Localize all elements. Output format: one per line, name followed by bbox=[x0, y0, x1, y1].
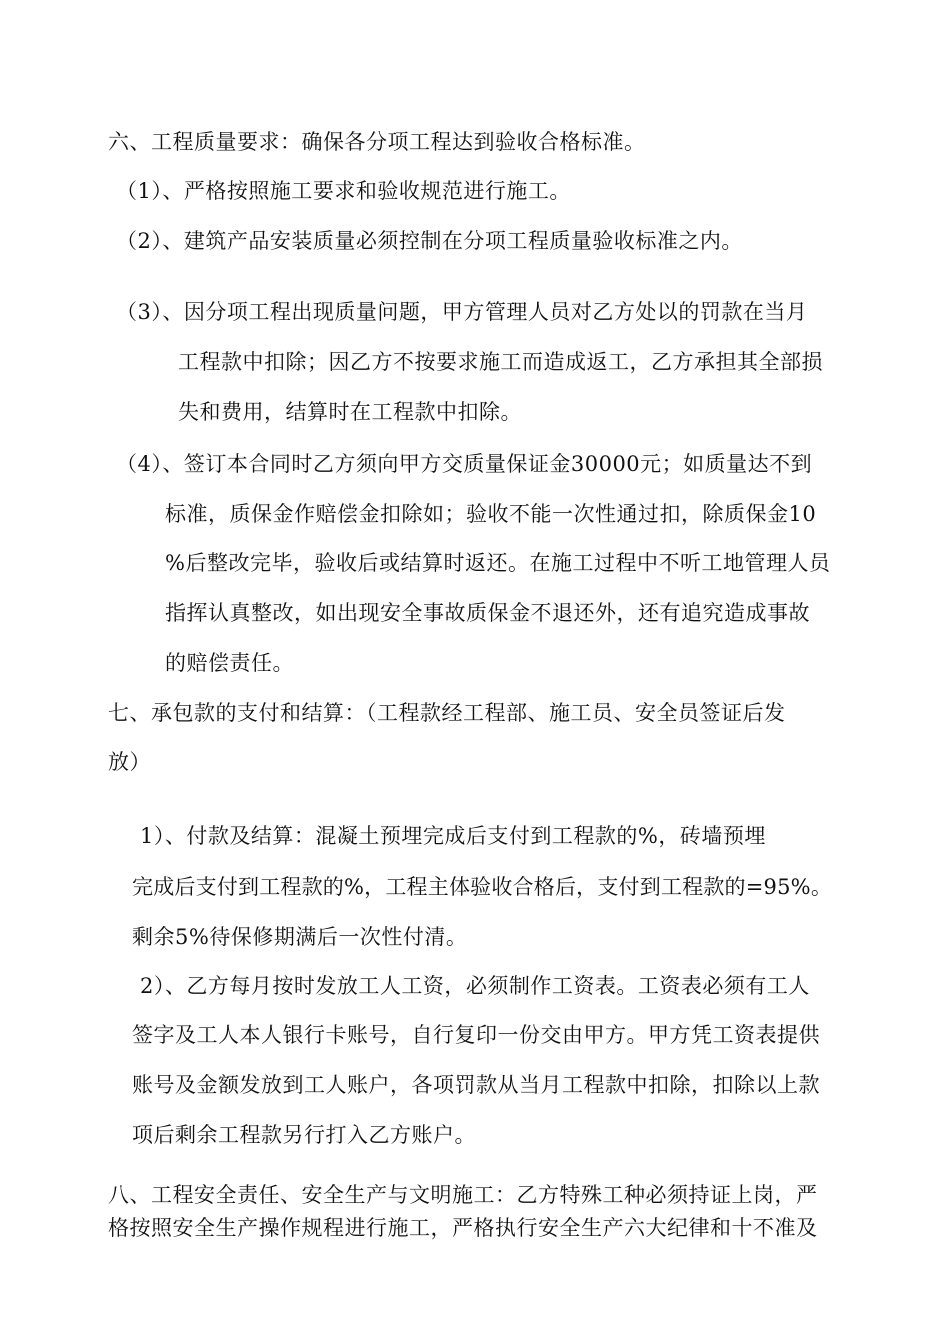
section-6-item-3-line-1: （3）、因分项工程出现质量问题，甲方管理人员对乙方处以的罚款在当月 bbox=[116, 300, 808, 324]
section-7-item-1-line-3: 剩余5%待保修期满后一次性付清。 bbox=[132, 925, 468, 949]
section-6-item-4-line-3: %后整改完毕，验收后或结算时返还。在施工过程中不听工地管理人员 bbox=[165, 551, 831, 575]
section-7-item-2-line-3: 账号及金额发放到工人账户，各项罚款从当月工程款中扣除，扣除以上款 bbox=[132, 1073, 820, 1097]
section-7-item-2-line-2: 签字及工人本人银行卡账号，自行复印一份交由甲方。甲方凭工资表提供 bbox=[132, 1023, 820, 1047]
section-6-item-4-line-4: 指挥认真整改，如出现安全事故质保金不退还外，还有追究造成事故 bbox=[165, 601, 810, 625]
section-6-item-3-line-3: 失和费用，结算时在工程款中扣除。 bbox=[178, 400, 522, 424]
section-6-item-2: （2）、建筑产品安装质量必须控制在分项工程质量验收标准之内。 bbox=[116, 229, 743, 253]
section-8-heading-line-1: 八、工程安全责任、安全生产与文明施工：乙方特殊工种必须持证上岗，严 bbox=[108, 1183, 818, 1207]
section-8-heading-line-2: 格按照安全生产操作规程进行施工，严格执行安全生产六大纪律和十不准及 bbox=[108, 1216, 818, 1240]
section-6-item-3-line-2: 工程款中扣除；因乙方不按要求施工而造成返工，乙方承担其全部损 bbox=[178, 350, 823, 374]
section-6-heading: 六、工程质量要求：确保各分项工程达到验收合格标准。 bbox=[108, 130, 646, 154]
section-7-item-2-line-1: 2）、乙方每月按时发放工人工资，必须制作工资表。工资表必须有工人 bbox=[140, 974, 810, 998]
section-6-item-1: （1）、严格按照施工要求和验收规范进行施工。 bbox=[116, 179, 571, 203]
section-7-item-2-line-4: 项后剩余工程款另行打入乙方账户。 bbox=[132, 1123, 476, 1147]
section-7-heading-line-2: 放） bbox=[108, 750, 151, 774]
section-7-heading-line-1: 七、承包款的支付和结算：（工程款经工程部、施工员、安全员签证后发 bbox=[108, 701, 786, 725]
section-7-item-1-line-1: 1）、付款及结算：混凝土预埋完成后支付到工程款的%，砖墙预埋 bbox=[140, 824, 766, 848]
section-7-item-1-line-2: 完成后支付到工程款的%，工程主体验收合格后，支付到工程款的=95%。 bbox=[132, 875, 833, 899]
section-6-item-4-line-2: 标准，质保金作赔偿金扣除如；验收不能一次性通过扣，除质保金10 bbox=[165, 502, 817, 526]
section-6-item-4-line-1: （4）、签订本合同时乙方须向甲方交质量保证金30000元；如质量达不到 bbox=[116, 452, 813, 476]
section-6-item-4-line-5: 的赔偿责任。 bbox=[165, 651, 294, 675]
